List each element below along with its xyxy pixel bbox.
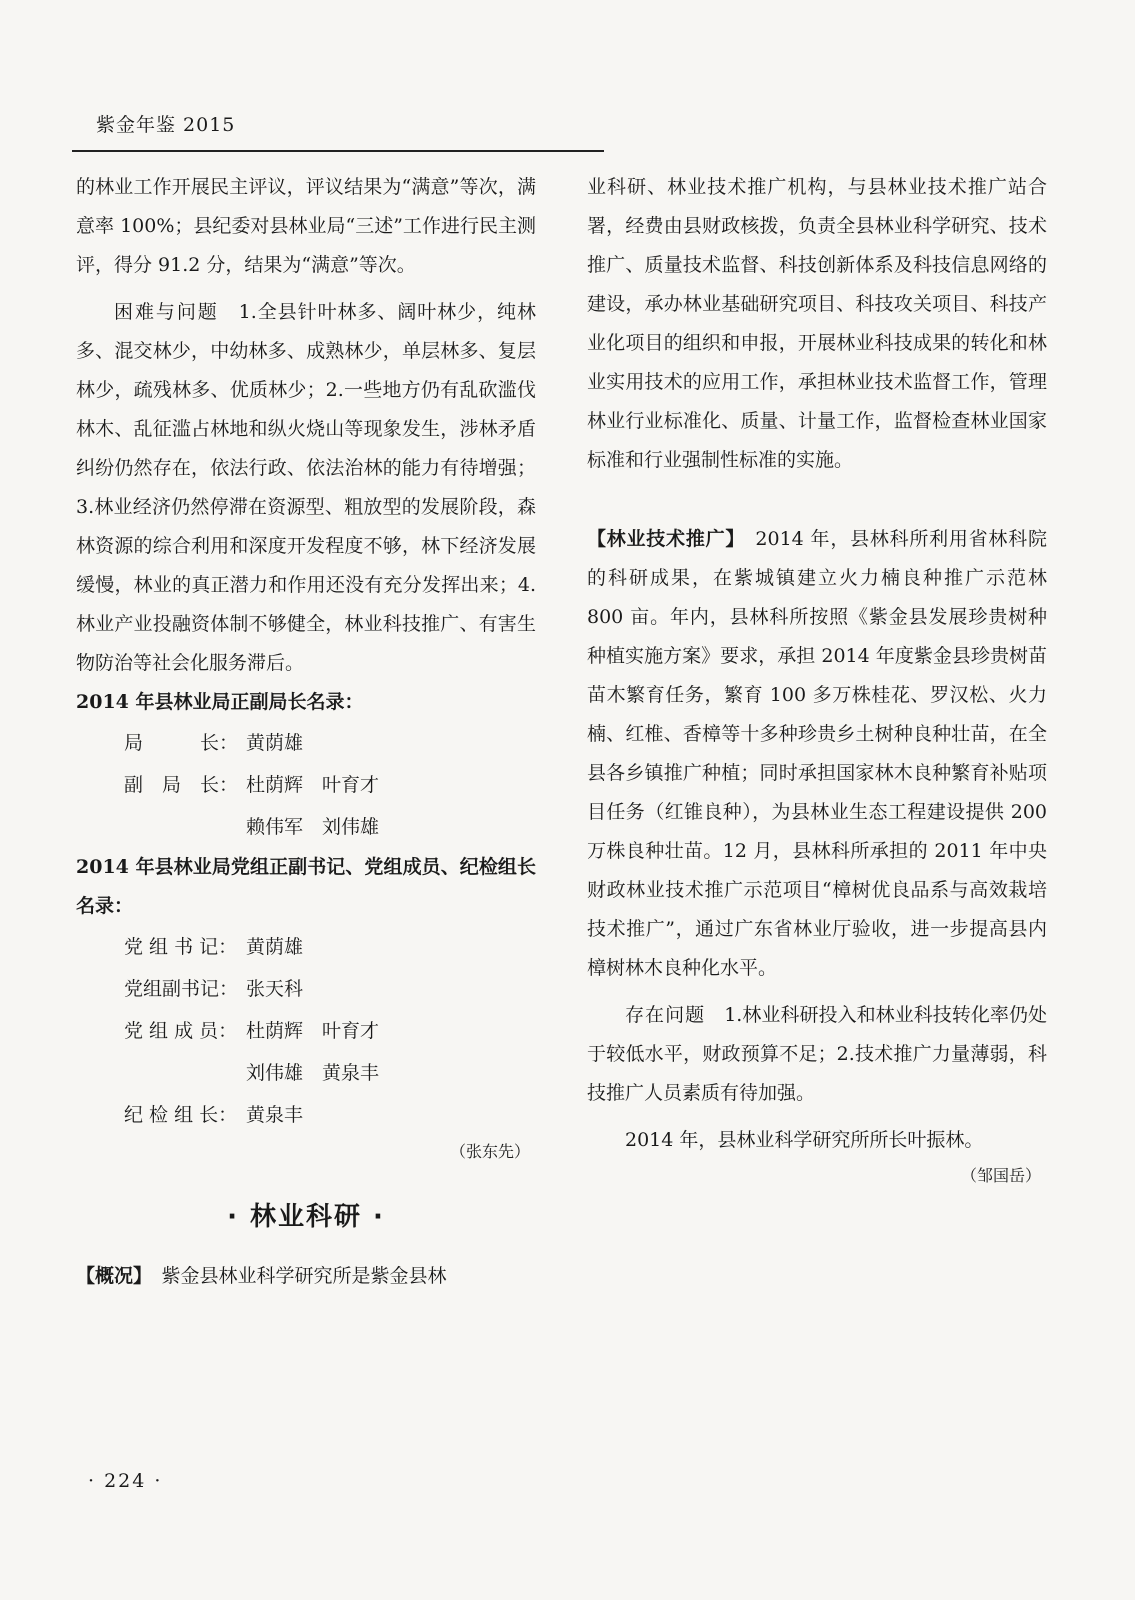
role-label: 纪 检 组 长： [124,1104,238,1126]
left-credit: （张东先） [449,1142,530,1161]
names: 杜荫辉 叶育才 [246,1020,380,1042]
role-label: 党 组 书 记： [124,936,238,958]
role-label: 副 局 长： [124,774,239,796]
overview-label: 【概况】 [76,1265,143,1287]
page-number: · 224 · [88,1470,163,1492]
overview-paragraph [76,1257,536,1296]
names: 黄荫雄 [246,732,304,754]
role-label [76,806,246,848]
left-column [76,168,536,1296]
header-rule [72,150,604,152]
list-item [76,764,536,806]
directors-list [76,722,536,848]
running-header: 紫金年鉴 2015 [96,114,236,136]
names: 黄泉丰 [246,1104,304,1126]
role-label: 党组副书记： [124,978,239,1000]
issues-label: 存在问题 [625,1004,706,1026]
list-item [76,1094,536,1136]
list-item [76,926,536,968]
difficulties-text: 1.全县针叶林多、阔叶林少，纯林多、混交林少，中幼林多、成熟林少，单层林多、复层林少，疏残林多、优质林少；2.一些地方仍有乱砍滥伐林木、乱征滥占林地和纵火烧山等现象发生，涉林矛盾纠纷仍然存在，依法行政、依法治林的能力有待增强；3.林业经济仍然停滞在资源型、粗放型的发展阶段，森林资源的综合利用和深度开发程度不够，林下经济发展缓慢，林业的真正潜力和作用还没有充分发挥出来；4.林业产业投融资体制不够健全，林业科技推广、有害生物防治等社会化服务滞后。 [76,301,536,674]
list-item [76,722,536,764]
list-item [76,968,536,1010]
right-credit: （邹国岳） [960,1166,1041,1185]
names: 张天科 [246,978,304,1000]
list-item [76,806,536,848]
role-label: 党 组 成 员： [124,1020,238,1042]
tech-promotion-text: 2014 年，县林科所利用省林科院的科研成果，在紫城镇建立火力楠良种推广示范林 800 亩。年内，县林科所按照《紫金县发展珍贵树种种植实施方案》要求，承担 2014 年度紫金县珍贵树苗苗木繁育任务，繁育 100 多万株桂花、罗汉松、火力楠、红椎、香樟等十多种珍贵乡土树种良种壮苗，在全县各乡镇推广种植；同时承担国家林木良种繁育补贴项目任务（红锥良种），为县林业生态工程建设提供 200 万株良种壮苗。12 月，县林科所承担的 2011 年中央财政林业技术推广示范项目“樟树优良品系与高效栽培技术推广”，通过广东省林业厅验收，进一步提高县内樟树林木良种化水平。 [587,528,1047,979]
role-label: 局 长： [124,732,239,754]
list-item [76,1010,536,1052]
right-column [587,168,1047,1192]
party-list [76,926,536,1136]
role-label [76,1052,246,1094]
right-paragraph-2 [587,520,1047,988]
names: 杜荫辉 叶育才 [246,774,380,796]
list-item [76,1052,536,1094]
right-paragraph-3 [587,996,1047,1113]
difficulties-label: 困难与问题 [114,301,219,323]
left-paragraph-2 [76,293,536,683]
section-title: · 林业科研 · [227,1202,385,1232]
issues-text: 1.林业科研投入和林业科技转化率仍处于较低水平，财政预算不足；2.技术推广力量薄弱，科技推广人员素质有待加强。 [587,1004,1047,1104]
right-paragraph-4: 2014 年，县林业科学研究所所长叶振林。 [625,1129,984,1151]
list2-title: 2014 年县林业局党组正副书记、党组成员、纪检组长名录： [76,856,536,917]
tech-promotion-label: 【林业技术推广】 [587,528,736,550]
right-paragraph-1: 业科研、林业技术推广机构，与县林业技术推广站合署，经费由县财政核拨，负责全县林业科学研究、技术推广、质量技术监督、科技创新体系及科技信息网络的建设，承办林业基础研究项目、科技攻关项目、科技产业化项目的组织和申报，开展林业科技成果的转化和林业实用技术的应用工作，承担林业技术监督工作，管理林业行业标准化、质量、计量工作，监督检查林业国家标准和行业强制性标准的实施。 [587,176,1047,471]
names: 黄荫雄 [246,936,304,958]
list1-title: 2014 年县林业局正副局长名录： [76,691,364,713]
left-paragraph-1: 的林业工作开展民主评议，评议结果为“满意”等次，满意率 100%；县纪委对县林业局“三述”工作进行民主测评，得分 91.2 分，结果为“满意”等次。 [76,176,536,276]
names: 刘伟雄 黄泉丰 [246,1062,380,1084]
names: 赖伟军 刘伟雄 [246,816,380,838]
overview-text: 紫金县林业科学研究所是紫金县林 [161,1265,447,1287]
